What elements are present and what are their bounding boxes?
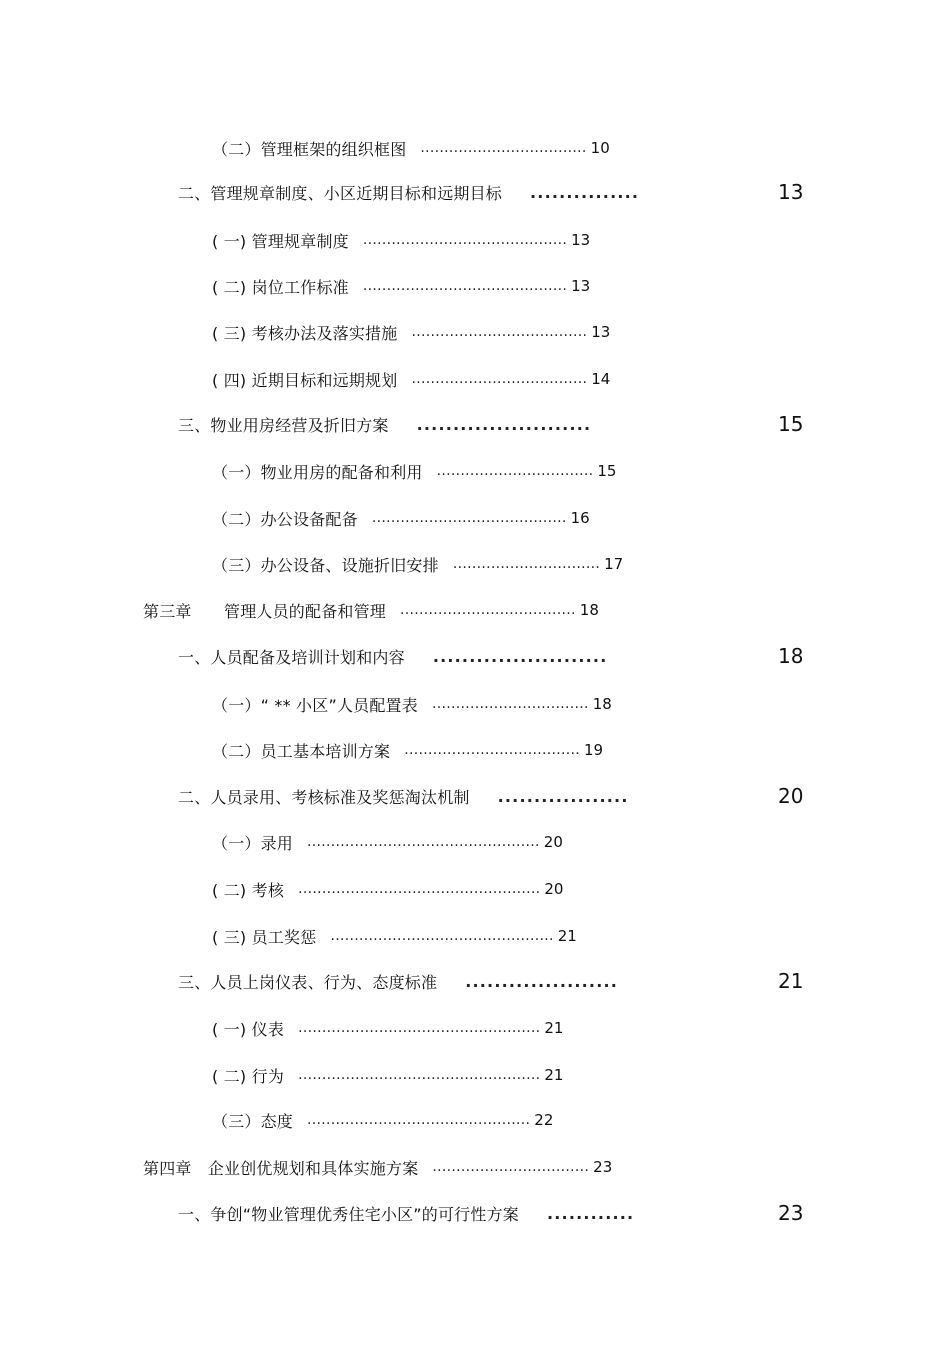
toc-page-number: 23 xyxy=(778,1201,804,1225)
toc-dot-leader: ........................ xyxy=(416,414,592,434)
toc-page-number: 20 xyxy=(778,784,804,808)
toc-dot-leader: ..................................... xyxy=(404,742,580,758)
toc-dot-leader: ............... xyxy=(530,182,640,202)
toc-page-number: 21 xyxy=(544,1019,564,1037)
toc-entry-title: 第三章 管理人员的配备和管理 xyxy=(143,601,387,621)
toc-dot-leader: ........................................... xyxy=(362,278,568,294)
toc-page-number: 18 xyxy=(778,644,804,668)
toc-entry-title: ( 三) 考核办法及落实措施 xyxy=(212,323,398,343)
toc-entry-title: 三、物业用房经营及折旧方案 xyxy=(178,415,389,435)
toc-page-number: 21 xyxy=(778,969,804,993)
toc-entry[interactable] xyxy=(0,641,950,671)
toc-page-number: 14 xyxy=(591,370,611,388)
toc-entry-title: （三）办公设备、设施折旧安排 xyxy=(212,555,439,575)
toc-page-number: 13 xyxy=(778,180,804,204)
toc-entry[interactable] xyxy=(0,1198,950,1228)
toc-page-number: 10 xyxy=(590,139,610,157)
toc-entry[interactable] xyxy=(0,364,950,394)
toc-entry[interactable] xyxy=(0,781,950,811)
toc-entry-title: 一、人员配备及培训计划和内容 xyxy=(178,647,405,667)
toc-entry[interactable] xyxy=(0,1060,950,1090)
toc-entry-title: （二）员工基本培训方案 xyxy=(212,741,391,761)
toc-page-number: 13 xyxy=(591,323,611,341)
toc-page-number: 21 xyxy=(557,927,577,945)
toc-page-number: 21 xyxy=(544,1066,564,1084)
toc-entry[interactable] xyxy=(0,689,950,719)
toc-entry[interactable] xyxy=(0,317,950,347)
toc-entry[interactable] xyxy=(0,1105,950,1135)
toc-dot-leader: ..................... xyxy=(465,971,619,991)
toc-entry-title: （三）态度 xyxy=(212,1111,294,1131)
toc-entry[interactable] xyxy=(0,456,950,486)
toc-dot-leader: ................................. xyxy=(431,696,589,712)
toc-entry[interactable] xyxy=(0,409,950,439)
toc-dot-leader: ................................................... xyxy=(298,881,541,897)
toc-entry[interactable] xyxy=(0,921,950,951)
toc-entry[interactable] xyxy=(0,827,950,857)
toc-page-number: 13 xyxy=(571,277,591,295)
toc-dot-leader: ................................................. xyxy=(307,834,540,850)
toc-entry[interactable] xyxy=(0,549,950,579)
toc-dot-leader: ............................................... xyxy=(307,1112,531,1128)
toc-entry[interactable] xyxy=(0,271,950,301)
toc-page-number: 15 xyxy=(778,412,804,436)
toc-entry[interactable] xyxy=(0,503,950,533)
toc-entry[interactable] xyxy=(0,595,950,625)
toc-entry[interactable] xyxy=(0,1152,950,1182)
toc-page-number: 15 xyxy=(597,462,617,480)
toc-page-number: 16 xyxy=(570,509,590,527)
toc-dot-leader: ................................................... xyxy=(298,1067,541,1083)
toc-dot-leader: ........................................... xyxy=(362,232,568,248)
toc-page-number: 20 xyxy=(543,833,563,851)
toc-dot-leader: ................................................... xyxy=(298,1020,541,1036)
toc-dot-leader: .................. xyxy=(497,786,629,806)
toc-entry[interactable] xyxy=(0,1013,950,1043)
toc-dot-leader: ..................................... xyxy=(400,602,576,618)
toc-page-number: 13 xyxy=(571,231,591,249)
toc-entry-title: （二）管理框架的组织框图 xyxy=(212,139,407,159)
toc-entry-title: ( 一) 管理规章制度 xyxy=(212,231,349,251)
toc-page-number: 18 xyxy=(592,695,612,713)
toc-dot-leader: ................................. xyxy=(436,463,594,479)
toc-dot-leader: ........................ xyxy=(432,646,608,666)
toc-entry-title: 二、管理规章制度、小区近期目标和远期目标 xyxy=(178,183,503,203)
toc-entry-title: ( 三) 员工奖惩 xyxy=(212,927,317,947)
toc-entry-title: （一）“ ** 小区”人员配置表 xyxy=(212,695,418,715)
toc-entry-title: ( 二) 考核 xyxy=(212,880,285,900)
toc-entry[interactable] xyxy=(0,735,950,765)
toc-entry-title: （一）物业用房的配备和利用 xyxy=(212,462,423,482)
toc-entry[interactable] xyxy=(0,225,950,255)
toc-entry-title: ( 二) 岗位工作标准 xyxy=(212,277,349,297)
toc-entry-title: ( 四) 近期目标和远期规划 xyxy=(212,370,398,390)
toc-page-number: 17 xyxy=(604,555,624,573)
toc-entry-title: ( 二) 行为 xyxy=(212,1066,285,1086)
toc-dot-leader: ............................................... xyxy=(330,928,554,944)
toc-dot-leader: ............................... xyxy=(452,556,601,572)
toc-dot-leader: ............ xyxy=(546,1203,635,1223)
toc-entry-title: （二）办公设备配备 xyxy=(212,509,358,529)
toc-page-number: 22 xyxy=(534,1111,554,1129)
toc-entry[interactable] xyxy=(0,966,950,996)
toc-entry-title: 三、人员上岗仪表、行为、态度标准 xyxy=(178,972,438,992)
toc-dot-leader: ................................... xyxy=(420,140,587,156)
toc-entry-title: 第四章 企业创优规划和具体实施方案 xyxy=(143,1158,419,1178)
toc-dot-leader: ................................. xyxy=(432,1159,590,1175)
toc-entry[interactable] xyxy=(0,133,950,163)
toc-dot-leader: ..................................... xyxy=(411,371,588,387)
toc-page-number: 18 xyxy=(579,601,599,619)
toc-dot-leader: ......................................... xyxy=(371,510,567,526)
toc-entry[interactable] xyxy=(0,874,950,904)
toc-dot-leader: ..................................... xyxy=(411,324,588,340)
toc-page-number: 20 xyxy=(544,880,564,898)
toc-entry-title: 一、争创“物业管理优秀住宅小区”的可行性方案 xyxy=(178,1204,519,1224)
toc-entry[interactable] xyxy=(0,177,950,207)
toc-entry-title: ( 一) 仪表 xyxy=(212,1019,285,1039)
toc-entry-title: 二、人员录用、考核标准及奖惩淘汰机制 xyxy=(178,787,470,807)
toc-page-number: 23 xyxy=(593,1158,613,1176)
toc-entry-title: （一）录用 xyxy=(212,833,294,853)
toc-page-number: 19 xyxy=(583,741,604,759)
